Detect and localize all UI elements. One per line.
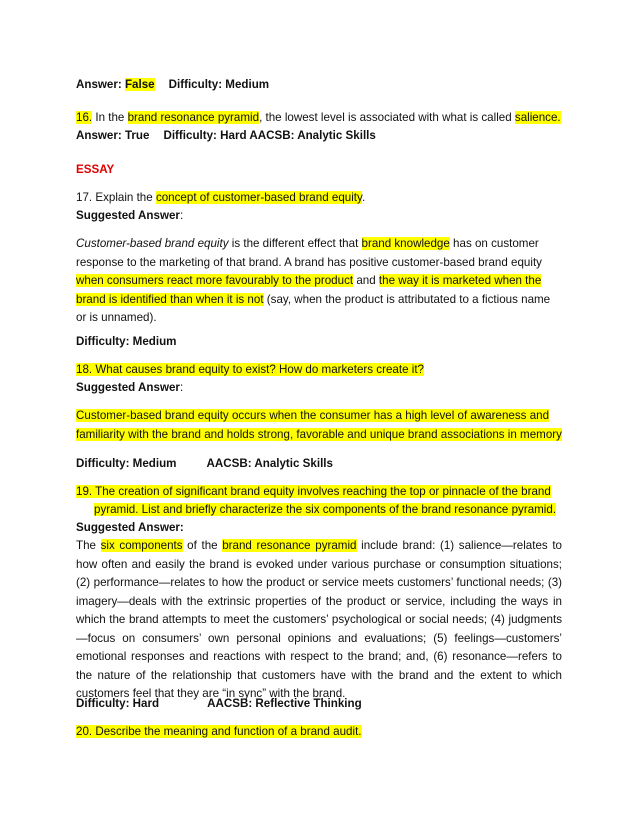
q18-difficulty: Difficulty: Medium [76,457,177,470]
q17-answer-text-4: (say, when the product is attributated to a fictious name or is unnamed). [76,292,551,324]
q18-difficulty-line [76,455,562,474]
q19-suggested-label: Suggested Answer: [76,521,184,534]
q19-difficulty-line [76,695,562,714]
q16-answer: Answer: True [76,129,150,142]
q17-question [76,189,562,208]
q19-question [76,483,562,502]
q19-answer-highlight-1: six components [100,539,183,552]
q17-difficulty: Difficulty: Medium [76,335,177,348]
q16-highlight-2: salience. [514,111,561,124]
q18-question [76,361,562,380]
q18-answer-paragraph [76,407,562,444]
q19-difficulty: Difficulty: Hard [76,697,160,710]
q16-difficulty: Difficulty: Hard [163,129,247,142]
q17-question-suffix: . [361,191,366,204]
q18-question-text: 18. What causes brand equity to exist? How do marketers create it? [76,363,424,376]
q17-suggested-colon: : [179,209,184,222]
q18-suggested-answer-label [76,379,562,398]
q17-answer-highlight-3: the way it is marketed when the brand is identified than when it is not [76,274,542,306]
q19-answer-text-2: of the [182,539,223,552]
q17-question-highlight: concept of customer-based brand equity [155,191,362,204]
q18-answer-text: Customer-based brand equity occurs when the consumer has a high level of awareness and familiarity with the brand and holds strong, favorable and unique brand associations in memory [76,409,562,441]
q16-question [76,109,562,128]
q19-answer-text-1: The [76,539,101,552]
q19-answer-highlight-2: brand resonance pyramid [222,539,357,552]
essay-heading: ESSAY [76,163,115,176]
q19-answer-text-3: include brand: (1) salience—relates to how often and easily the brand is evoked under various purchase or consumption situations; (2) performance—relates to how the product or service meets customers’ functional needs; (3) imagery—deals with the extrinsic properties of the product or service, including the ways in which the brand attempts to meet the customers’ psychological or social needs; (4) judgments—focus on consumers’ own personal opinions and evaluations; (5) feelings—customers’ emotional responses and reactions with respect to the brand; and, (6) resonance—refers to the nature of the relationship that customers have with the brand and the extent to which customers feel that they are “in sync” with the brand. [76,539,562,700]
q17-suggested-label: Suggested Answer [76,209,180,222]
q17-answer-highlight-2: when consumers react more favourably to the product [76,274,354,287]
q16-number: 16. [76,111,93,124]
q15-difficulty: Difficulty: Medium [168,78,270,91]
q17-answer-text-2: has on customer response to the marketing of that brand. A brand has positive customer-based brand equity [76,237,542,269]
q19-answer-paragraph [76,537,562,704]
q18-suggested-label: Suggested Answer [76,381,180,394]
q16-highlight-1: brand resonance pyramid [127,111,260,124]
q18-suggested-colon: : [179,381,184,394]
q16-text-2: , the lowest level is associated with what is called [259,111,515,124]
q19-question-line1: 19. The creation of significant brand equity involves reaching the top or pinnacle of the brand [76,485,551,498]
q17-answer-highlight-1: brand knowledge [361,237,450,250]
q15-answer-value: False [124,78,155,91]
q16-text-1: In the [92,111,128,124]
q17-answer-text-1: is the different effect that [228,237,362,250]
q17-answer-italic: Customer-based brand equity [76,237,229,250]
q20-question [76,723,562,742]
q19-question-cont [76,501,580,520]
q17-answer-paragraph [76,235,562,328]
q17-suggested-answer-label [76,207,562,226]
q16-aacsb: AACSB: Analytic Skills [249,129,376,142]
q20-question-text: 20. Describe the meaning and function of a brand audit. [76,725,362,738]
q16-answer-line [76,127,562,146]
q19-aacsb: AACSB: Reflective Thinking [207,697,362,710]
q18-aacsb: AACSB: Analytic Skills [206,457,333,470]
q15-answer-line [76,76,562,95]
q17-question-text: 17. Explain the [76,191,156,204]
q15-answer-label: Answer: [76,78,125,91]
q19-question-line2: pyramid. List and briefly characterize the six components of the brand resonance pyramid. [94,503,557,516]
q17-answer-text-3: and [353,274,379,287]
